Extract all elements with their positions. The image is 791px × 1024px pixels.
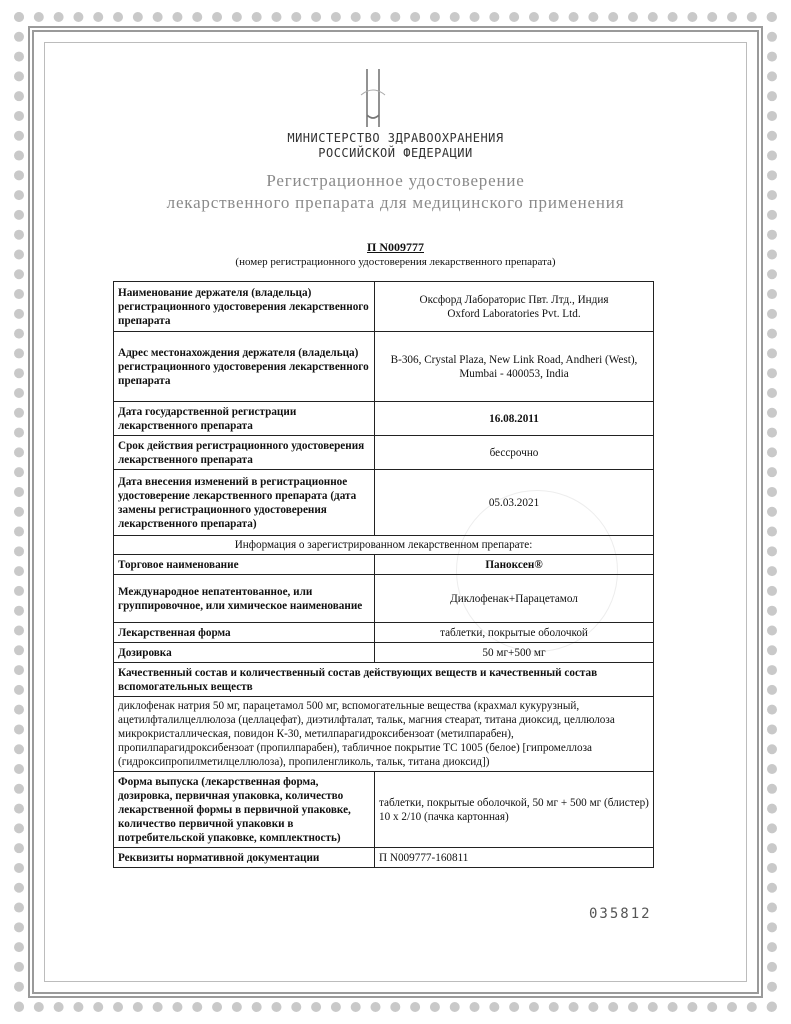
release-form-value: таблетки, покрытые оболочкой, 50 мг + 500 мг (блистер) 10 х 2/10 (пачка картонная) [375, 772, 654, 848]
table-row [114, 848, 654, 868]
validity-label: Срок действия регистрационного удостоверения лекарственного препарата [114, 436, 375, 470]
table-row [114, 575, 654, 623]
table-row [114, 643, 654, 663]
dosage-value: 50 мг+500 мг [375, 643, 654, 663]
holder-name-en: Oxford Laboratories Pvt. Ltd. [447, 307, 581, 320]
table-row [114, 555, 654, 575]
ministry-name-line2: РОССИЙСКОЙ ФЕДЕРАЦИИ [318, 146, 473, 160]
holder-name-label: Наименование держателя (владельца) регистрационного удостоверения лекарственного препарата [114, 282, 375, 332]
composition-value: диклофенак натрия 50 мг, парацетамол 500 мг, вспомогательные вещества (крахмал кукурузный, ацетилфталилцеллюлоза (целлацефат), диэтилфталат, тальк, магния стеарат, титана диоксид, целлюлоза микрокристаллическая, повидон К-30, метилпарагидроксибензоат (метилпарабен), пропилпарагидроксибензоат (пропилпарабен), табличное покрытие ТС 1005 (белое) [гипромеллоза (гидроксипропилметилцеллюлоза), пропиленгликоль, тальк, титана диоксид]) [114, 697, 654, 772]
holder-name-ru: Оксфорд Лабораторис Пвт. Лтд., Индия [419, 293, 609, 306]
table-row [114, 623, 654, 643]
validity-value: бессрочно [375, 436, 654, 470]
holder-address-label: Адрес местонахождения держателя (владельца) регистрационного удостоверения лекарственного препарата [114, 332, 375, 402]
holder-address-line1: B-306, Crystal Plaza, New Link Road, Andheri (West), [390, 353, 638, 366]
registration-number: П N009777 [367, 240, 424, 254]
registration-table [113, 281, 654, 868]
table-row [114, 536, 654, 555]
holder-name-value [375, 282, 654, 332]
dosage-form-value: таблетки, покрытые оболочкой [375, 623, 654, 643]
dosage-form-label: Лекарственная форма [114, 623, 375, 643]
registration-date-label: Дата государственной регистрации лекарственного препарата [114, 402, 375, 436]
trade-name-label: Торговое наименование [114, 555, 375, 575]
table-row [114, 332, 654, 402]
table-row [114, 282, 654, 332]
inn-label: Международное непатентованное, или группировочное, или химическое наименование [114, 575, 375, 623]
table-row [114, 772, 654, 848]
ministry-name-line1: МИНИСТЕРСТВО ЗДРАВООХРАНЕНИЯ [287, 131, 504, 145]
release-form-label: Форма выпуска (лекарственная форма, дозировка, первичная упаковка, количество лекарственной формы в первичной упаковке, количество первичной упаковки в потребительской упаковке, комплектность) [114, 772, 375, 848]
document-title-line2: лекарственного препарата для медицинского применения [166, 193, 625, 212]
table-row [114, 436, 654, 470]
changes-date-label: Дата внесения изменений в регистрационное удостоверение лекарственного препарата (дата замены регистрационного удостоверения лекарственного препарата) [114, 470, 375, 536]
trade-name-value: Паноксен® [375, 555, 654, 575]
changes-date-value: 05.03.2021 [375, 470, 654, 536]
registration-date-value: 16.08.2011 [375, 402, 654, 436]
document-title-line1: Регистрационное удостоверение [266, 171, 525, 190]
drug-info-section-title: Информация о зарегистрированном лекарственном препарате: [114, 536, 654, 555]
inn-value: Диклофенак+Парацетамол [375, 575, 654, 623]
composition-label: Качественный состав и количественный состав действующих веществ и качественный состав вспомогательных веществ [114, 663, 654, 697]
holder-address-value [375, 332, 654, 402]
table-row [114, 663, 654, 697]
coat-of-arms-icon [353, 65, 393, 135]
holder-address-line2: Mumbai - 400053, India [459, 367, 569, 380]
table-row [114, 402, 654, 436]
dosage-label: Дозировка [114, 643, 375, 663]
table-row [114, 697, 654, 772]
table-row [114, 470, 654, 536]
registration-number-caption: (номер регистрационного удостоверения лекарственного препарата) [235, 256, 556, 268]
regulatory-docs-label: Реквизиты нормативной документации [114, 848, 375, 868]
regulatory-docs-value: П N009777-160811 [375, 848, 654, 868]
form-serial-number: 035812 [589, 906, 652, 922]
